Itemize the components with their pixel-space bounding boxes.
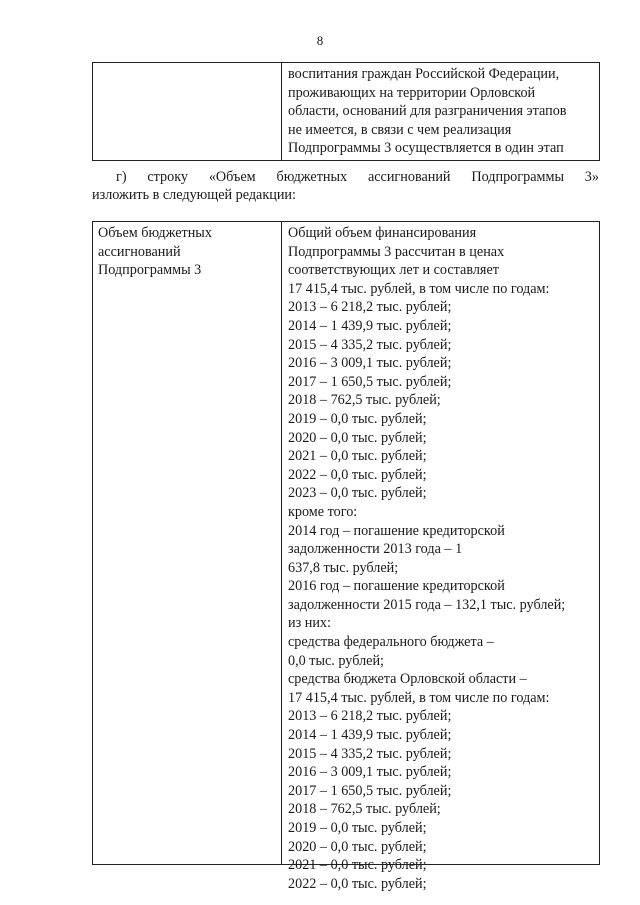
text-line: 2022 – 0,0 тыс. рублей; [288,875,427,892]
budget-table-value-cell [282,222,600,892]
top-table-left-cell [93,63,282,161]
text-line: 2016 год – погашение кредиторской [288,578,505,595]
text-line: Подпрограммы 3 осуществляется в один этап [288,140,564,157]
text-line: 2014 – 1 439,9 тыс. рублей; [288,317,452,334]
budget-table [92,221,600,892]
text-line: Подпрограммы 3 [98,262,202,279]
text-line: кроме того: [288,503,358,520]
text-line: 17 415,4 тыс. рублей, в том числе по годам: [288,280,550,297]
text-line: соответствующих лет и составляет [288,262,499,279]
text-line: области, оснований для разграничения этапов [288,103,567,120]
text-line: 637,8 тыс. рублей; [288,559,399,576]
top-table-right-cell [282,63,600,161]
text-line: средства бюджета Орловской области – [288,671,527,688]
text-line: 2013 – 6 218,2 тыс. рублей; [288,708,452,725]
instruction-line-2: изложить в следующей редакции: [92,186,296,203]
text-line: 2015 – 4 335,2 тыс. рублей; [288,336,452,353]
budget-table-values [282,222,599,892]
text-line: задолженности 2015 года – 132,1 тыс. рублей; [288,596,566,613]
text-line: проживающих на территории Орловской [288,84,536,101]
text-line: 2015 – 4 335,2 тыс. рублей; [288,745,452,762]
table-row [93,63,600,161]
text-line: 0,0 тыс. рублей; [288,652,384,669]
text-line: 2020 – 0,0 тыс. рублей; [288,838,427,855]
budget-table-label-cell [93,222,282,865]
text-line: Общий объем финансирования [288,225,477,241]
text-line: 2018 – 762,5 тыс. рублей; [288,801,441,818]
top-table-fragment [92,62,600,161]
text-line: 2014 – 1 439,9 тыс. рублей; [288,727,452,744]
text-line: 2020 – 0,0 тыс. рублей; [288,429,427,446]
text-line: 2016 – 3 009,1 тыс. рублей; [288,764,452,781]
text-line: 2017 – 1 650,5 тыс. рублей; [288,373,452,390]
text-line: 2013 – 6 218,2 тыс. рублей; [288,299,452,316]
page-number: 8 [316,33,324,48]
instruction-paragraph [92,169,599,204]
text-line: не имеется, в связи с чем реализация [288,121,512,138]
text-line: ассигнований [98,243,181,260]
table-row [93,222,600,865]
text-line: 2018 – 762,5 тыс. рублей; [288,392,441,409]
text-line: средства федерального бюджета – [288,634,494,651]
text-line: Объем бюджетных [98,225,212,241]
text-line: 2023 – 0,0 тыс. рублей; [288,485,427,502]
text-line: 2014 год – погашение кредиторской [288,522,505,539]
top-table-right-text [282,63,599,160]
instruction-line-1: г) строку «Объем бюджетных ассигнований Подпрограммы 3» [116,169,599,185]
text-line: 2016 – 3 009,1 тыс. рублей; [288,355,452,372]
text-line: 2019 – 0,0 тыс. рублей; [288,820,427,836]
budget-table-label [93,222,281,282]
text-line: из них: [288,615,331,632]
text-line: 2022 – 0,0 тыс. рублей; [288,466,427,483]
text-line: воспитания граждан Российской Федерации, [288,66,560,82]
text-line: Подпрограммы 3 рассчитан в ценах [288,243,505,260]
text-line: 2017 – 1 650,5 тыс. рублей; [288,782,452,799]
text-line: задолженности 2013 года – 1 [288,541,463,558]
text-line: 17 415,4 тыс. рублей, в том числе по годам: [288,689,550,706]
text-line: 2021 – 0,0 тыс. рублей; [288,857,427,874]
text-line: 2019 – 0,0 тыс. рублей; [288,410,427,427]
text-line: 2021 – 0,0 тыс. рублей; [288,448,427,465]
